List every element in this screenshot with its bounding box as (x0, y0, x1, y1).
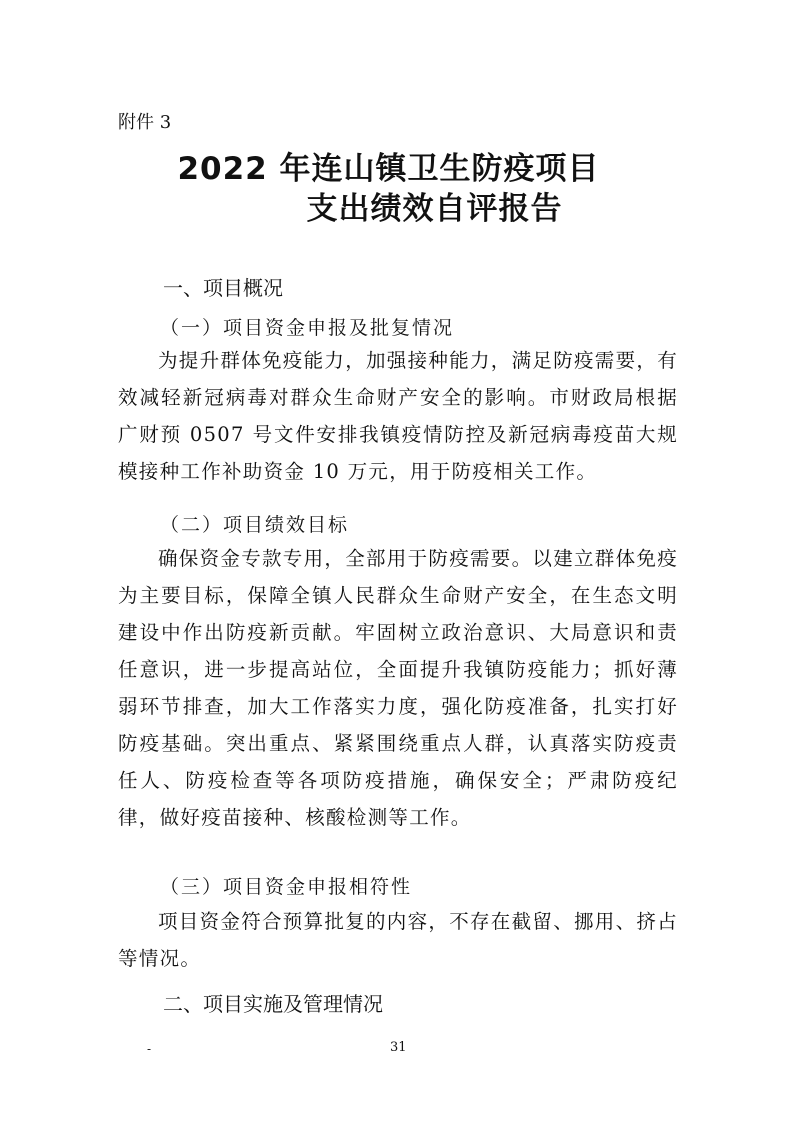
subsection-heading-funding-conformity: （三）项目资金申报相符性 (160, 876, 413, 898)
subsection-heading-performance-goals: （二）项目绩效目标 (160, 514, 350, 536)
document-title-line-2: 支出绩效自评报告 (306, 191, 563, 227)
section-heading-implementation: 二、项目实施及管理情况 (163, 992, 383, 1016)
paragraph-performance-goals: 确保资金专款专用，全部用于防疫需要。以建立群体免疫为主要目标，保障全镇人民群众生命财产安全，在生态文明建设中作出防疫新贡献。牢固树立政治意识、大局意识和责任意识，进一步提高站位，全面提升我镇防疫能力；抓好薄弱环节排查，加大工作落实力度，强化防疫准备，扎实打好防疫基础。突出重点、紧紧围绕重点人群，认真落实防疫责任人、防疫检查等各项防疫措施，确保安全；严肃防疫纪律，做好疫苗接种、核酸检测等工作。 (118, 547, 679, 829)
document-title-line-1: 2022 年连山镇卫生防疫项目 (177, 151, 600, 187)
paragraph-funding-application: 为提升群体免疫能力，加强接种能力，满足防疫需要，有效减轻新冠病毒对群众生命财产安全的影响。市财政局根据广财预 0507 号文件安排我镇疫情防控及新冠病毒疫苗大规模接种工作补助资金 10 万元，用于防疫相关工作。 (118, 349, 679, 483)
subsection-heading-funding-application: （一）项目资金申报及批复情况 (160, 317, 455, 339)
footer-dash: - (147, 1042, 152, 1056)
paragraph-funding-conformity: 项目资金符合预算批复的内容，不存在截留、挪用、挤占等情况。 (118, 910, 679, 970)
page-number: 31 (390, 1040, 407, 1055)
attachment-label: 附件 3 (118, 112, 172, 133)
section-heading-project-overview: 一、项目概况 (163, 276, 283, 300)
